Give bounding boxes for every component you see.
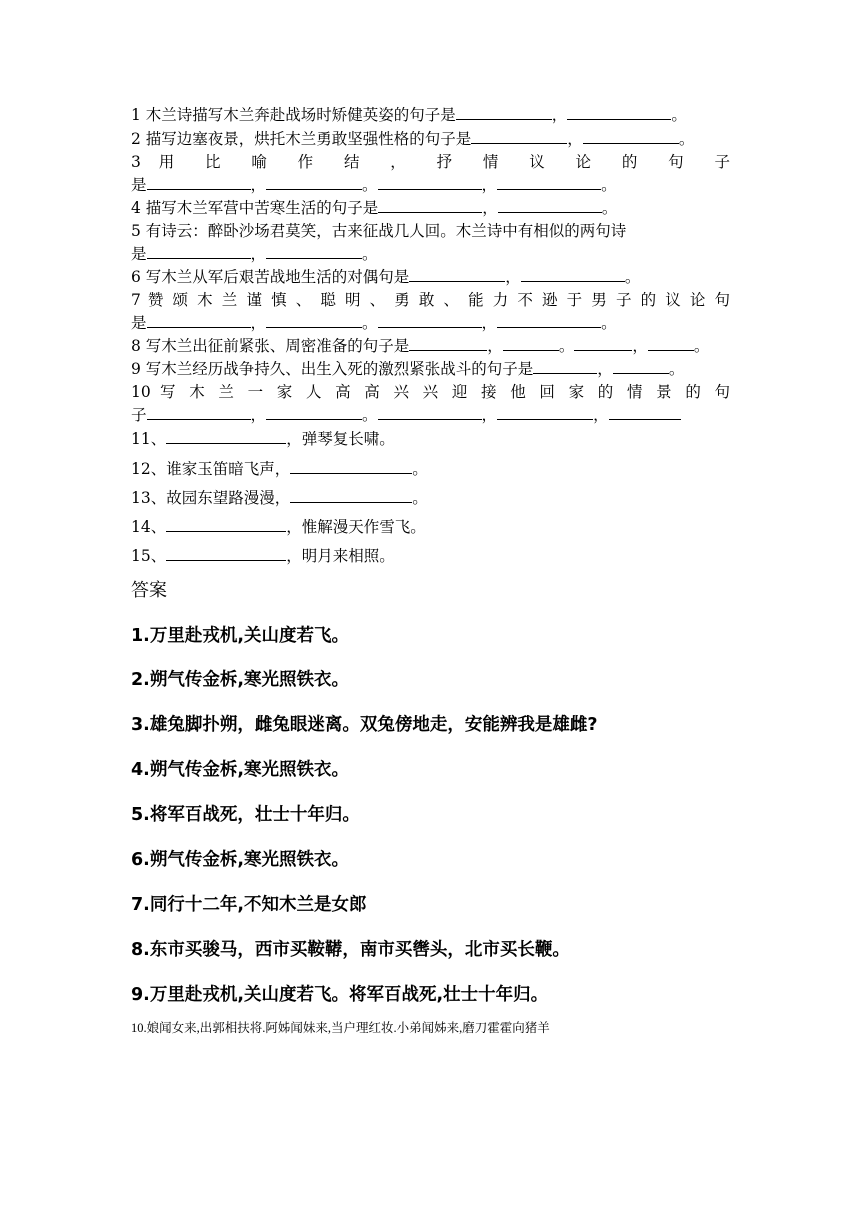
separator: ， xyxy=(567,130,583,148)
separator: ， xyxy=(250,176,267,194)
answer-blank[interactable] xyxy=(166,545,286,561)
separator: ， xyxy=(551,106,568,124)
separator: 。 xyxy=(412,460,428,478)
question-3-line2 xyxy=(131,174,730,196)
question-text: 2 描写边塞夜景，烘托木兰勇敢坚强性格的句子是 xyxy=(131,130,472,148)
separator: 。 xyxy=(601,176,617,194)
question-text: 12、谁家玉笛暗飞声， xyxy=(131,460,291,478)
question-10-line2 xyxy=(131,404,730,426)
answer-blank[interactable] xyxy=(378,312,482,328)
separator: 。 xyxy=(601,199,618,217)
separator: ， xyxy=(481,176,498,194)
answer-blank[interactable] xyxy=(147,243,251,259)
separator: ， xyxy=(481,406,498,424)
separator: ， xyxy=(593,406,609,424)
question-10: 10 写 木 兰 一 家 人 高 高 兴 兴 迎 接 他 回 家 的 情 景 的 句 xyxy=(131,383,730,401)
answer-blank[interactable] xyxy=(166,516,286,532)
separator: 。 xyxy=(362,176,378,194)
separator: 。 xyxy=(671,106,687,124)
answer-item: 3.雄兔脚扑朔，雌兔眼迷离。双兔傍地走，安能辨我是雄雌? xyxy=(131,715,598,735)
question-2 xyxy=(131,128,730,150)
answers-heading: 答案 xyxy=(131,580,167,601)
answer-blank[interactable] xyxy=(503,335,559,351)
separator: ， xyxy=(505,268,521,286)
answer-blank[interactable] xyxy=(648,335,694,351)
question-text: 是 xyxy=(131,314,147,332)
answer-blank[interactable] xyxy=(583,128,679,144)
separator: 。 xyxy=(362,245,378,263)
question-12 xyxy=(131,458,730,480)
answer-blank[interactable] xyxy=(409,335,487,351)
separator: 。 xyxy=(362,406,378,424)
answer-blank[interactable] xyxy=(409,266,505,282)
separator: 。 xyxy=(412,489,428,507)
separator: 。 xyxy=(362,314,378,332)
answer-blank[interactable] xyxy=(147,404,251,420)
answer-item: 8.东市买骏马，西市买鞍鞯，南市买辔头，北市买长鞭。 xyxy=(131,940,570,960)
separator: ， xyxy=(632,337,648,355)
question-15 xyxy=(131,545,730,567)
separator: 。 xyxy=(558,337,575,355)
question-5-line2 xyxy=(131,243,730,265)
separator: 。 xyxy=(678,130,695,148)
question-text: ，弹琴复长啸。 xyxy=(286,430,395,448)
answer-blank[interactable] xyxy=(266,404,362,420)
answer-blank[interactable] xyxy=(613,358,669,374)
question-3: 3 用 比 喻 作 结 ， 抒 情 议 论 的 句 子 xyxy=(131,153,730,171)
answer-item: 9.万里赴戎机,关山度若飞。将军百战死,壮士十年归。 xyxy=(131,985,549,1005)
answer-blank[interactable] xyxy=(471,128,567,144)
question-number: 11、 xyxy=(131,430,167,448)
answer-blank[interactable] xyxy=(497,404,593,420)
separator: ， xyxy=(487,337,503,355)
question-4 xyxy=(131,197,730,219)
answer-blank[interactable] xyxy=(498,197,602,213)
answer-blank[interactable] xyxy=(266,243,362,259)
question-text: 1 木兰诗描写木兰奔赴战场时矫健英姿的句子是 xyxy=(131,106,456,124)
separator: ， xyxy=(481,314,498,332)
question-6 xyxy=(131,266,730,288)
answer-item: 6.朔气传金柝,寒光照铁衣。 xyxy=(131,850,349,870)
question-text: 6 写木兰从军后艰苦战地生活的对偶句是 xyxy=(131,268,410,286)
separator: 。 xyxy=(601,314,617,332)
question-9 xyxy=(131,358,730,380)
question-8 xyxy=(131,335,730,357)
question-text: 4 描写木兰军营中苦寒生活的句子是 xyxy=(131,199,379,217)
answer-blank[interactable] xyxy=(266,312,362,328)
question-text: 是 xyxy=(131,245,147,263)
question-text: ，惟解漫天作雪飞。 xyxy=(286,518,426,536)
answer-blank[interactable] xyxy=(266,174,362,190)
answer-item: 4.朔气传金柝,寒光照铁衣。 xyxy=(131,760,349,780)
question-number: 14、 xyxy=(131,518,167,536)
answer-blank[interactable] xyxy=(166,428,286,444)
question-1 xyxy=(131,104,730,126)
answer-item: 5.将军百战死，壮士十年归。 xyxy=(131,805,360,825)
answer-blank[interactable] xyxy=(147,174,251,190)
answer-blank[interactable] xyxy=(567,104,671,120)
question-text: 子 xyxy=(131,406,147,424)
separator: ， xyxy=(250,314,267,332)
answer-item-10: 10.娘闻女来,出郭相扶将.阿姊闻妹来,当户理红妆.小弟闻姊来,磨刀霍霍向猪羊 xyxy=(131,1021,550,1035)
separator: ， xyxy=(250,406,267,424)
answer-blank[interactable] xyxy=(533,358,597,374)
question-14 xyxy=(131,516,730,538)
answer-blank[interactable] xyxy=(521,266,625,282)
answer-blank[interactable] xyxy=(609,404,681,420)
question-text: 8 写木兰出征前紧张、周密准备的句子是 xyxy=(131,337,410,355)
answer-blank[interactable] xyxy=(497,312,601,328)
separator: ， xyxy=(250,245,267,263)
answer-item: 1.万里赴戎机,关山度若飞。 xyxy=(131,626,349,646)
answer-blank[interactable] xyxy=(497,174,601,190)
separator: 。 xyxy=(693,337,710,355)
answer-blank[interactable] xyxy=(456,104,552,120)
question-text: 9 写木兰经历战争持久、出生入死的激烈紧张战斗的句子是 xyxy=(131,360,534,378)
question-number: 15、 xyxy=(131,547,167,565)
answer-blank[interactable] xyxy=(378,174,482,190)
separator: ， xyxy=(597,360,613,378)
separator: ， xyxy=(482,199,498,217)
answer-blank[interactable] xyxy=(378,197,482,213)
question-7-line2 xyxy=(131,312,730,334)
answer-blank[interactable] xyxy=(574,335,632,351)
answer-blank[interactable] xyxy=(290,487,412,503)
question-text: 是 xyxy=(131,176,147,194)
answer-item: 7.同行十二年,不知木兰是女郎 xyxy=(131,895,367,915)
question-7: 7 赞 颂 木 兰 谨 慎 、 聪 明 、 勇 敢 、 能 力 不 逊 于 男 子 的 议 论 句 xyxy=(131,291,730,309)
answer-blank[interactable] xyxy=(290,458,412,474)
answer-blank[interactable] xyxy=(378,404,482,420)
question-13 xyxy=(131,487,730,509)
answer-blank[interactable] xyxy=(147,312,251,328)
separator: 。 xyxy=(624,268,641,286)
separator: 。 xyxy=(668,360,685,378)
question-text: 13、故园东望路漫漫， xyxy=(131,489,291,507)
question-5: 5 有诗云：醉卧沙场君莫笑，古来征战几人回。木兰诗中有相似的两句诗 xyxy=(131,222,627,240)
answer-item: 2.朔气传金柝,寒光照铁衣。 xyxy=(131,670,349,690)
question-text: ，明月来相照。 xyxy=(286,547,395,565)
question-11 xyxy=(131,428,730,450)
